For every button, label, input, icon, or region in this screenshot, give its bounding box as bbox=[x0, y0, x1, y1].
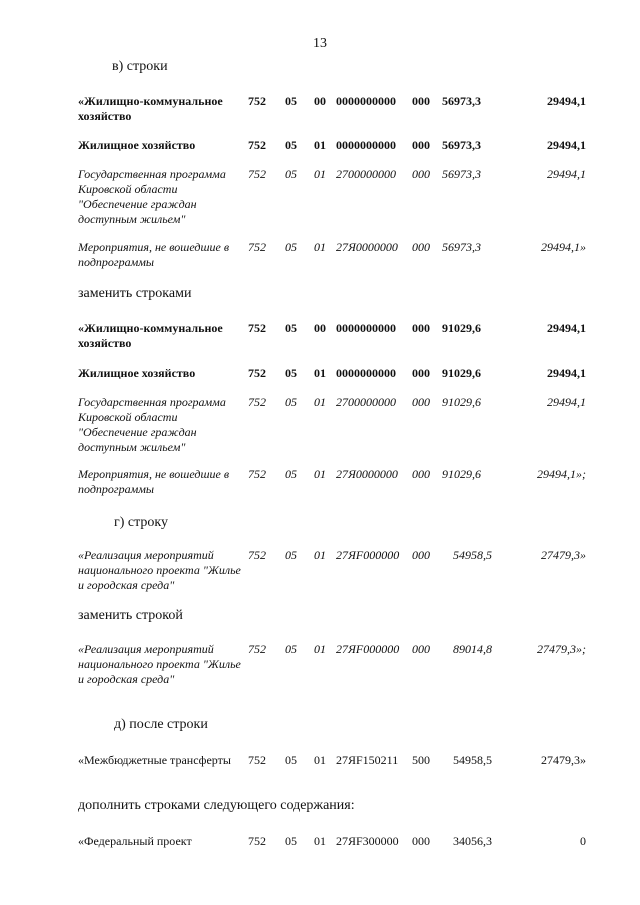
cell-expense-type: 000 bbox=[412, 167, 430, 181]
cell-sum-1: 34056,3 bbox=[453, 834, 492, 848]
cell-sum-2: 29494,1 bbox=[547, 321, 586, 335]
cell-sum-1: 56973,3 bbox=[442, 167, 481, 181]
section-heading-replace-row: заменить строкой bbox=[78, 608, 183, 623]
section-heading-g: г) строку bbox=[114, 515, 169, 530]
cell-code: 752 bbox=[248, 834, 266, 848]
cell-expense-type: 000 bbox=[412, 94, 430, 108]
cell-target: 2700000000 bbox=[336, 167, 396, 181]
row-name: Мероприятия, не вошедшие в подпрограммы bbox=[78, 240, 230, 269]
cell-subsection: 01 bbox=[314, 834, 326, 848]
cell-sum-1: 56973,3 bbox=[442, 94, 481, 108]
row-name: «Межбюджетные трансферты bbox=[78, 753, 231, 767]
cell-subsection: 00 bbox=[314, 94, 326, 108]
cell-expense-type: 000 bbox=[412, 548, 430, 562]
row-name: «Федеральный проект bbox=[78, 834, 192, 848]
cell-target: 0000000000 bbox=[336, 94, 396, 108]
cell-sum-1: 56973,3 bbox=[442, 138, 481, 152]
cell-expense-type: 000 bbox=[412, 834, 430, 848]
cell-sum-1: 91029,6 bbox=[442, 467, 481, 481]
cell-section: 05 bbox=[285, 94, 297, 108]
row-name: Государственная программа Кировской области "Обеспечение граждан доступным жильем" bbox=[78, 167, 226, 226]
row-name: Мероприятия, не вошедшие в подпрограммы bbox=[78, 467, 230, 496]
section-heading-d: д) после строки bbox=[114, 717, 208, 732]
cell-section: 05 bbox=[285, 834, 297, 848]
cell-expense-type: 000 bbox=[412, 321, 430, 335]
cell-sum-2: 29494,1 bbox=[547, 366, 586, 380]
cell-sum-1: 89014,8 bbox=[453, 642, 492, 656]
cell-expense-type: 000 bbox=[412, 395, 430, 409]
cell-section: 05 bbox=[285, 467, 297, 481]
cell-sum-2: 29494,1»; bbox=[537, 467, 586, 481]
cell-sum-1: 91029,6 bbox=[442, 366, 481, 380]
cell-target: 0000000000 bbox=[336, 138, 396, 152]
cell-target: 2700000000 bbox=[336, 395, 396, 409]
cell-sum-2: 27479,3»; bbox=[537, 642, 586, 656]
cell-code: 752 bbox=[248, 366, 266, 380]
cell-code: 752 bbox=[248, 138, 266, 152]
cell-expense-type: 500 bbox=[412, 753, 430, 767]
cell-subsection: 00 bbox=[314, 321, 326, 335]
cell-sum-2: 29494,1 bbox=[547, 94, 586, 108]
cell-code: 752 bbox=[248, 642, 266, 656]
cell-section: 05 bbox=[285, 138, 297, 152]
cell-sum-2: 29494,1 bbox=[547, 395, 586, 409]
cell-sum-2: 29494,1 bbox=[547, 138, 586, 152]
cell-section: 05 bbox=[285, 366, 297, 380]
row-name: «Жилищно-коммунальное хозяйство bbox=[78, 94, 223, 123]
cell-target: 27ЯF000000 bbox=[336, 548, 400, 562]
cell-expense-type: 000 bbox=[412, 138, 430, 152]
page-number: 13 bbox=[313, 36, 327, 51]
cell-code: 752 bbox=[248, 94, 266, 108]
cell-code: 752 bbox=[248, 753, 266, 767]
cell-subsection: 01 bbox=[314, 753, 326, 767]
cell-target: 27ЯF000000 bbox=[336, 642, 400, 656]
cell-target: 27Я0000000 bbox=[336, 240, 398, 254]
cell-sum-2: 0 bbox=[580, 834, 586, 848]
row-name: Государственная программа Кировской области "Обеспечение граждан доступным жильем" bbox=[78, 395, 226, 454]
cell-section: 05 bbox=[285, 548, 297, 562]
cell-expense-type: 000 bbox=[412, 366, 430, 380]
cell-code: 752 bbox=[248, 548, 266, 562]
cell-subsection: 01 bbox=[314, 467, 326, 481]
cell-sum-1: 91029,6 bbox=[442, 321, 481, 335]
cell-sum-2: 27479,3» bbox=[541, 753, 586, 767]
cell-sum-1: 56973,3 bbox=[442, 240, 481, 254]
cell-section: 05 bbox=[285, 642, 297, 656]
row-name: «Реализация мероприятий национального проекта "Жилье и городская среда" bbox=[78, 548, 241, 592]
section-heading-v: в) строки bbox=[112, 59, 168, 74]
cell-sum-2: 29494,1 bbox=[547, 167, 586, 181]
cell-subsection: 01 bbox=[314, 167, 326, 181]
cell-sum-2: 29494,1» bbox=[541, 240, 586, 254]
row-name: Жилищное хозяйство bbox=[78, 366, 196, 380]
cell-section: 05 bbox=[285, 167, 297, 181]
cell-code: 752 bbox=[248, 321, 266, 335]
cell-expense-type: 000 bbox=[412, 467, 430, 481]
cell-target: 27Я0000000 bbox=[336, 467, 398, 481]
cell-code: 752 bbox=[248, 167, 266, 181]
cell-sum-1: 54958,5 bbox=[453, 753, 492, 767]
cell-section: 05 bbox=[285, 240, 297, 254]
cell-subsection: 01 bbox=[314, 240, 326, 254]
cell-subsection: 01 bbox=[314, 548, 326, 562]
cell-target: 27ЯF300000 bbox=[336, 834, 399, 848]
row-name: Жилищное хозяйство bbox=[78, 138, 196, 152]
cell-subsection: 01 bbox=[314, 138, 326, 152]
cell-subsection: 01 bbox=[314, 395, 326, 409]
cell-section: 05 bbox=[285, 321, 297, 335]
row-name: «Жилищно-коммунальное хозяйство bbox=[78, 321, 223, 350]
cell-sum-1: 54958,5 bbox=[453, 548, 492, 562]
cell-sum-1: 91029,6 bbox=[442, 395, 481, 409]
cell-target: 0000000000 bbox=[336, 321, 396, 335]
cell-expense-type: 000 bbox=[412, 642, 430, 656]
cell-subsection: 01 bbox=[314, 366, 326, 380]
cell-code: 752 bbox=[248, 467, 266, 481]
cell-expense-type: 000 bbox=[412, 240, 430, 254]
cell-target: 27ЯF150211 bbox=[336, 753, 399, 767]
cell-code: 752 bbox=[248, 395, 266, 409]
row-name: «Реализация мероприятий национального проекта "Жилье и городская среда" bbox=[78, 642, 241, 686]
cell-code: 752 bbox=[248, 240, 266, 254]
section-heading-replace-rows: заменить строками bbox=[78, 286, 192, 301]
cell-section: 05 bbox=[285, 395, 297, 409]
cell-target: 0000000000 bbox=[336, 366, 396, 380]
cell-sum-2: 27479,3» bbox=[541, 548, 586, 562]
cell-section: 05 bbox=[285, 753, 297, 767]
cell-subsection: 01 bbox=[314, 642, 326, 656]
section-heading-add-rows: дополнить строками следующего содержания: bbox=[78, 798, 355, 813]
